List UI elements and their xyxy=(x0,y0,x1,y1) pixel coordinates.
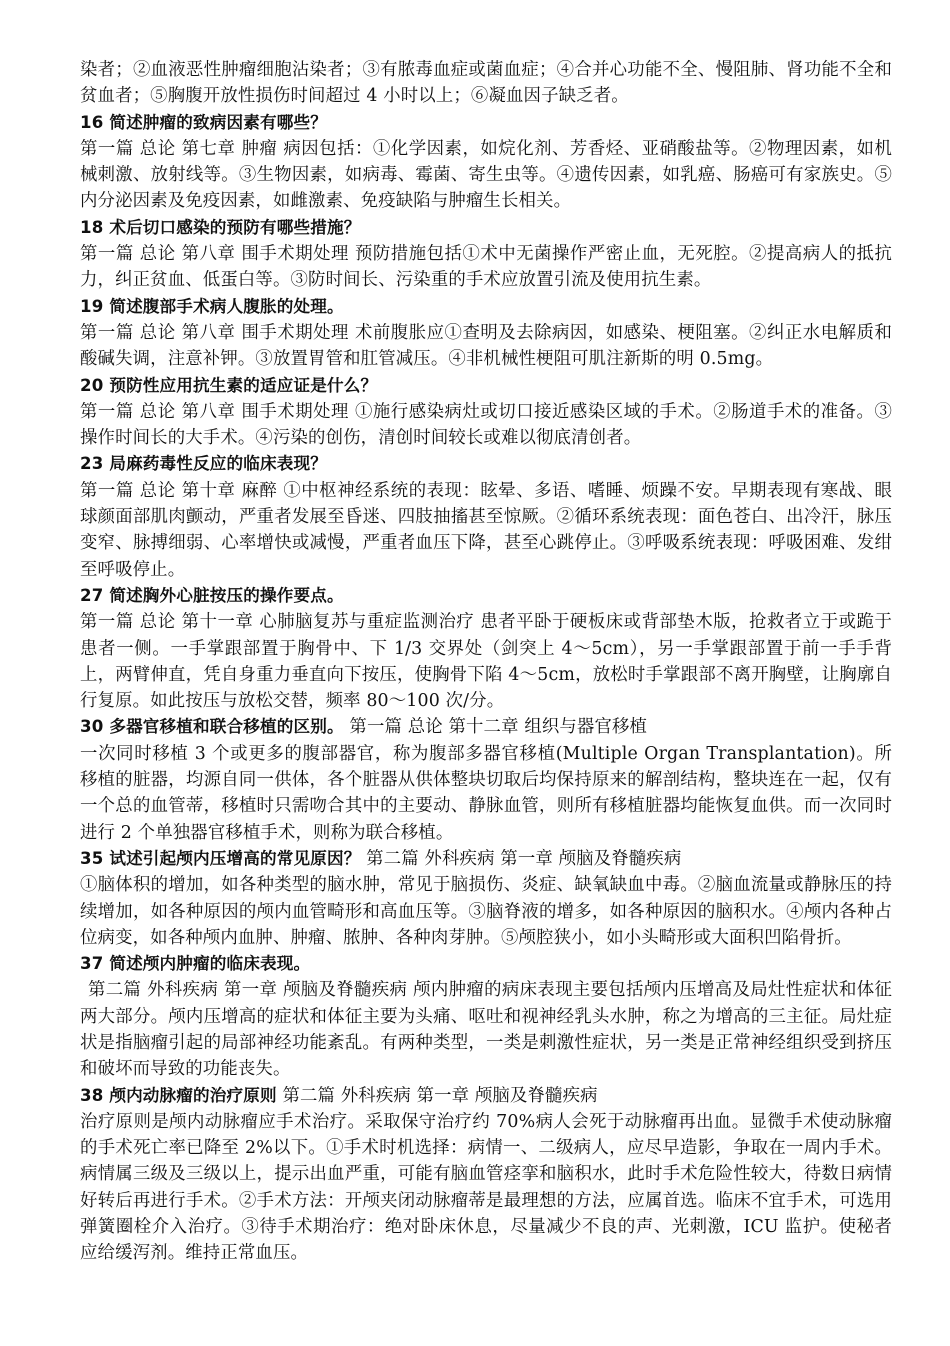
question-title: 35 试述引起颅内压增高的常见原因？ xyxy=(80,848,361,868)
answer-text: 染者；②血液恶性肿瘤细胞沾染者；③有脓毒血症或菌血症；④合并心功能不全、慢阻肺、肾功能不全和贫血者；⑤胸腹开放性损伤时间超过 4 小时以上；⑥凝血因子缺乏者。 xyxy=(80,60,892,107)
answer-text: 第一篇 总论 第八章 围手术期处理 预防措施包括①术中无菌操作严密止血，无死腔。②提高病人的抵抗力，纠正贫血、低蛋白等。③防时间长、污染重的手术应放置引流及使用抗生素。 xyxy=(80,244,892,291)
answer-text: 治疗原则是颅内动脉瘤应手术治疗。采取保守治疗约 70%病人会死于动脉瘤再出血。显微手术使动脉瘤的手术死亡率已降至 2%以下。①手术时机选择：病情一、二级病人，应尽早造影，争取在一周内手术。病情属三级及三级以上，提示出血严重，可能有脑血管痉挛和脑积水，此时手术危险性较大，待数日病情好转后再进行手术。②手术方法：开颅夹闭动脉瘤蒂是最理想的方法，应属首选。临床不宜手术，可选用弹簧圈栓介入治疗。③待手术期治疗：绝对卧床休息，尽量减少不良的声、光刺激，ICU 监护。使秘者应给缓泻剂。维持正常血压。 xyxy=(80,1111,892,1264)
question-title: 27 简述胸外心脏按压的操作要点。 xyxy=(80,585,344,605)
question-heading xyxy=(80,110,892,136)
answer-text: 第一篇 总论 第十一章 心肺脑复苏与重症监测治疗 患者平卧于硬板床或背部垫木版，抢救者立于或跪于患者一侧。一手掌跟部置于胸骨中、下 1/3 交界处（剑突上 4～5cm），另一手掌跟部置于前一手手背上，两臂伸直，凭自身重力垂直向下按压，使胸骨下陷 4～5cm，放松时手掌跟部不离开胸壁，让胸廓自行复原。如此按压与放松交替，频率 80～100 次/分。 xyxy=(80,612,892,712)
answer-text: 第一篇 总论 第十章 麻醉 ①中枢神经系统的表现：眩晕、多语、嗜睡、烦躁不安。早期表现有寒战、眼球颜面部肌肉颤动，严重者发展至昏迷、四肢抽搐甚至惊厥。②循环系统表现：面色苍白、出冷汗，脉压变窄、脉搏细弱、心率增快或减慢，严重者血压下降，甚至心跳停止。③呼吸系统表现：呼吸困难、发绀至呼吸停止。 xyxy=(80,480,892,580)
question-heading xyxy=(80,373,892,399)
document-page xyxy=(80,57,892,1267)
question-heading xyxy=(80,1083,892,1109)
question-heading xyxy=(80,215,892,241)
question-title: 18 术后切口感染的预防有哪些措施？ xyxy=(80,217,361,237)
question-title: 37 简述颅内肿瘤的临床表现。 xyxy=(80,954,311,974)
question-heading xyxy=(80,294,892,320)
question-title: 30 多器官移植和联合移植的区别。 xyxy=(80,717,344,737)
chapter-source: 第一篇 总论 第十二章 组织与器官移植 xyxy=(343,717,648,738)
answer-text: 第一篇 总论 第八章 围手术期处理 术前腹胀应①查明及去除病因，如感染、梗阻塞。②纠正水电解质和酸碱失调，注意补钾。③放置胃管和肛管减压。④非机械性梗阻可肌注新斯的明 0.5mg。 xyxy=(80,322,892,370)
question-title: 16 简述肿瘤的致病因素有哪些？ xyxy=(80,112,327,132)
answer-text: 一次同时移植 3 个或更多的腹部器官，称为腹部多器官移植(Multiple Organ Transplantation)。所移植的脏器，均源自同一供体，各个脏器从供体整块切取后均保持原来的解剖结构，整块连在一起，仅有一个总的血管蒂，移植时只需吻合其中的主要动、静脉血管，则所有移植脏器均能恢复血供。而一次同时进行 2 个单独器官移植手术，则称为联合移植。 xyxy=(80,743,892,843)
answer-text: ①脑体积的增加，如各种类型的脑水肿，常见于脑损伤、炎症、缺氧缺血中毒。②脑血流量或静脉压的持续增加，如各种原因的颅内血管畸形和高血压等。③脑脊液的增多，如各种原因的脑积水。④颅内各种占位病变，如各种颅内血肿、肿瘤、脓肿、各种肉芽肿。⑤颅腔狭小，如小头畸形或大面积凹陷骨折。 xyxy=(80,875,892,948)
question-heading xyxy=(80,583,892,609)
question-heading xyxy=(80,951,892,977)
question-heading xyxy=(80,714,892,740)
question-title: 38 颅内动脉瘤的治疗原则 xyxy=(80,1085,277,1105)
question-heading xyxy=(80,451,892,477)
question-heading xyxy=(80,846,892,872)
chapter-source: 第二篇 外科疾病 第一章 颅脑及脊髓疾病 xyxy=(360,848,682,869)
answer-text: 第一篇 总论 第七章 肿瘤 病因包括：①化学因素，如烷化剂、芳香烃、亚硝酸盐等。②物理因素，如机械刺激、放射线等。③生物因素，如病毒、霉菌、寄生虫等。④遗传因素，如乳癌、肠癌可有家族史。⑤内分泌因素及免疫因素，如雌激素、免疫缺陷与肿瘤生长相关。 xyxy=(80,138,892,212)
question-title: 20 预防性应用抗生素的适应证是什么？ xyxy=(80,375,378,395)
chapter-source: 第二篇 外科疾病 第一章 颅脑及脊髓疾病 xyxy=(276,1085,598,1106)
answer-text: 第二篇 外科疾病 第一章 颅脑及脊髓疾病 颅内肿瘤的病床表现主要包括颅内压增高及局灶性症状和体征两大部分。颅内压增高的症状和体征主要为头痛、呕吐和视神经乳头水肿，称之为增高的三主征。局灶症状是指脑瘤引起的局部神经功能紊乱。有两种类型，一类是刺激性症状，另一类是正常神经组织受到挤压和破坏而导致的功能丧失。 xyxy=(80,980,892,1080)
question-title: 19 简述腹部手术病人腹胀的处理。 xyxy=(80,296,344,316)
question-title: 23 局麻药毒性反应的临床表现？ xyxy=(80,454,327,474)
answer-text: 第一篇 总论 第八章 围手术期处理 ①施行感染病灶或切口接近感染区域的手术。②肠道手术的准备。③操作时间长的大手术。④污染的创伤，清创时间较长或难以彻底清创者。 xyxy=(80,401,892,449)
